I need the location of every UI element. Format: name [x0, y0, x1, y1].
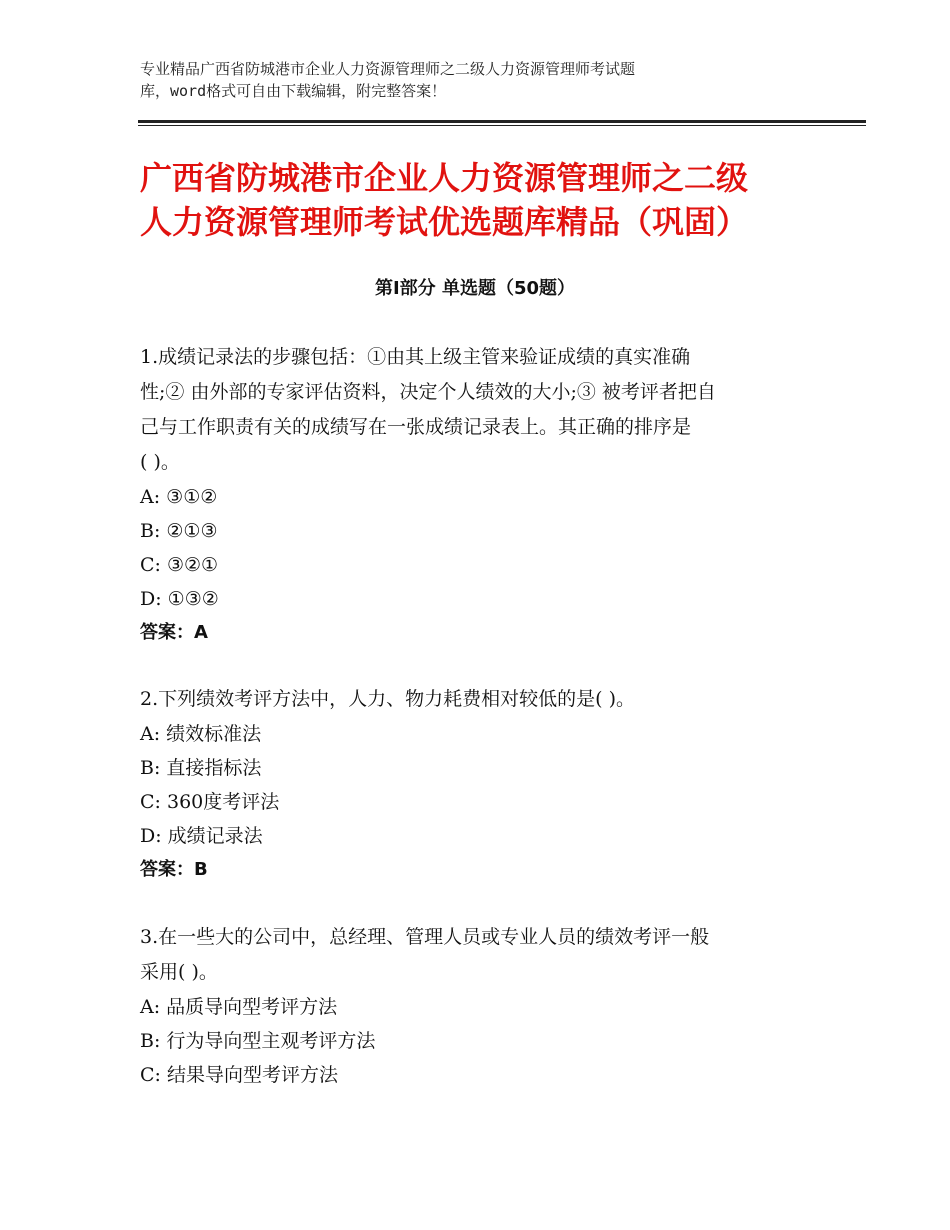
document-title-line: 广西省防城港市企业人力资源管理师之二级: [140, 159, 749, 197]
question-3: [140, 920, 820, 1092]
option-b: B: 行为导向型主观考评方法: [140, 1030, 376, 1052]
question-2: [140, 682, 820, 887]
document-title-line: 人力资源管理师考试优选题库精品（巩固）: [140, 203, 749, 241]
option-a: A: 品质导向型考评方法: [140, 996, 338, 1018]
option-c: C: ③②①: [140, 554, 219, 576]
question-stem-line: 性;② 由外部的专家评估资料，决定个人绩效的大小;③ 被考评者把自: [140, 381, 716, 403]
option-b: B: ②①③: [140, 520, 218, 542]
header-note-line: 库，word格式可自由下载编辑，附完整答案！: [140, 82, 447, 100]
question-stem-line: ( )。: [140, 451, 180, 473]
header-divider: [138, 120, 866, 123]
option-d: D: 成绩记录法: [140, 825, 263, 847]
option-a: A: 绩效标准法: [140, 723, 262, 745]
question-stem-line: 3.在一些大的公司中，总经理、管理人员或专业人员的绩效考评一般: [140, 926, 710, 948]
header-note: [140, 58, 780, 102]
option-a: A: ③①②: [140, 486, 218, 508]
question-stem-line: 采用( )。: [140, 961, 218, 983]
answer-label: 答案：B: [140, 859, 208, 880]
answer-label: 答案：A: [140, 622, 208, 643]
question-stem-line: 2.下列绩效考评方法中，人力、物力耗费相对较低的是( )。: [140, 688, 635, 710]
header-divider-thin: [138, 125, 866, 126]
option-c: C: 360度考评法: [140, 791, 280, 813]
question-1: [140, 340, 820, 650]
question-stem-line: 1.成绩记录法的步骤包括：①由其上级主管来验证成绩的真实准确: [140, 346, 691, 368]
question-stem-line: 己与工作职责有关的成绩写在一张成绩记录表上。其正确的排序是: [140, 416, 692, 438]
option-c: C: 结果导向型考评方法: [140, 1064, 338, 1086]
option-d: D: ①③②: [140, 588, 219, 610]
header-note-line: 专业精品广西省防城港市企业人力资源管理师之二级人力资源管理师考试题: [140, 60, 636, 78]
document-title: [140, 156, 840, 244]
option-b: B: 直接指标法: [140, 757, 262, 779]
section-title: 第Ⅰ部分 单选题（50题）: [374, 278, 575, 299]
